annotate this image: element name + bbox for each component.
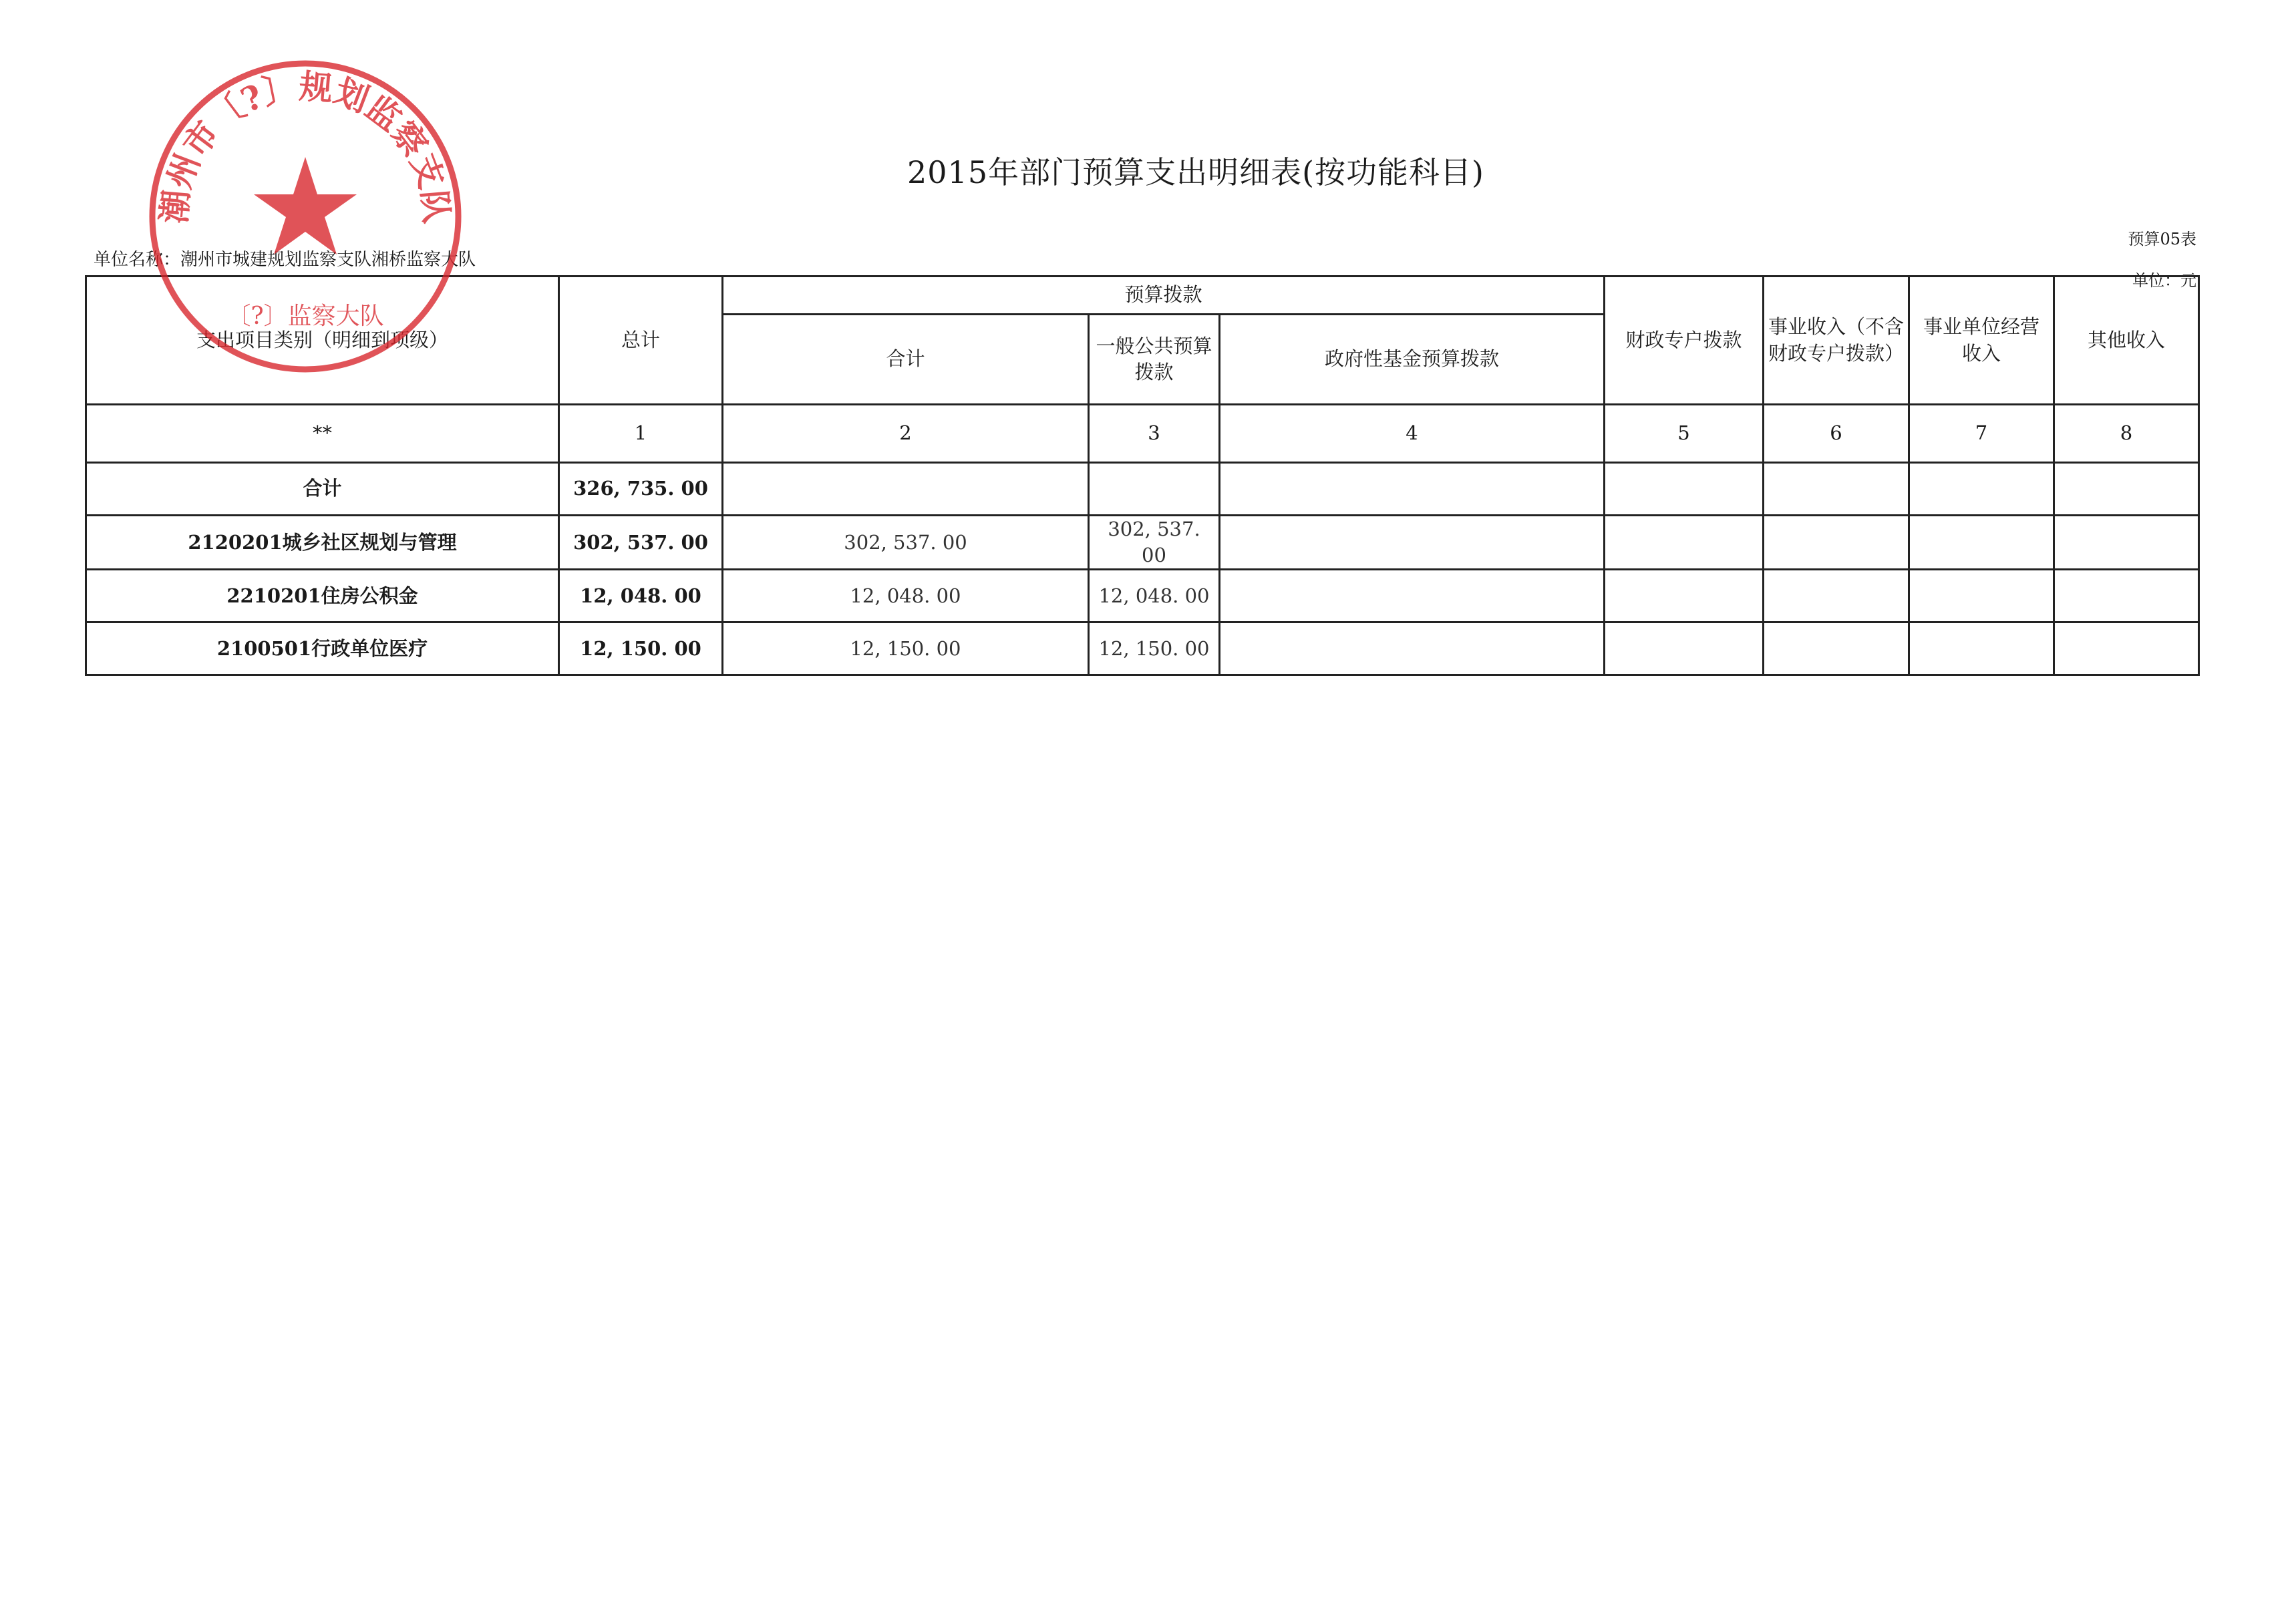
table-row [86, 570, 2199, 622]
table-row [86, 622, 2199, 675]
row-subtotal: 12, 048. 00 [723, 570, 1089, 622]
empty-cell [1089, 463, 1220, 516]
index-row [86, 405, 2199, 463]
empty-cell [1764, 516, 1909, 570]
empty-cell [1605, 463, 1764, 516]
row-total: 302, 537. 00 [559, 516, 723, 570]
index-cell: 4 [1220, 405, 1605, 463]
empty-cell [2054, 516, 2199, 570]
seal-sub-text: 〔?〕监察大队 [226, 303, 384, 330]
row-category: 2100501行政单位医疗 [86, 622, 559, 675]
empty-cell [1605, 516, 1764, 570]
official-seal [146, 57, 465, 376]
row-general-public: 12, 150. 00 [1089, 622, 1220, 675]
header-business-operation: 事业单位经营收入 [1909, 277, 2054, 405]
star-icon [254, 157, 357, 254]
index-cell: 2 [723, 405, 1089, 463]
form-number: 预算05表 [2128, 230, 2196, 248]
header-other-income: 其他收入 [2054, 277, 2199, 405]
empty-cell [1220, 570, 1605, 622]
empty-cell [1220, 622, 1605, 675]
index-cell: 6 [1764, 405, 1909, 463]
empty-cell [1909, 570, 2054, 622]
currency-unit-label: 单位：元 [2132, 271, 2196, 290]
total-row [86, 463, 2199, 516]
index-cell: 7 [1909, 405, 2054, 463]
row-subtotal: 302, 537. 00 [723, 516, 1089, 570]
empty-cell [1909, 463, 2054, 516]
row-general-public: 12, 048. 00 [1089, 570, 1220, 622]
index-cell: ** [86, 405, 559, 463]
empty-cell [1605, 622, 1764, 675]
row-category: 2210201住房公积金 [86, 570, 559, 622]
unit-name-label: 单位名称：潮州市城建规划监察支队湘桥监察大队 [94, 250, 476, 270]
table-row [86, 516, 2199, 570]
header-total: 总计 [559, 277, 723, 405]
empty-cell [1605, 570, 1764, 622]
index-cell: 1 [559, 405, 723, 463]
seal-text: 潮州市〔?〕规划监察支队 [154, 66, 457, 225]
empty-cell [1764, 622, 1909, 675]
document-title: 2015年部门预算支出明细表(按功能科目) [907, 154, 1484, 190]
row-total: 12, 048. 00 [559, 570, 723, 622]
header-general-public: 一般公共预算拨款 [1089, 315, 1220, 405]
row-subtotal: 12, 150. 00 [723, 622, 1089, 675]
empty-cell [723, 463, 1089, 516]
header-budget-group: 预算拨款 [723, 277, 1605, 315]
header-fiscal-special: 财政专户拨款 [1605, 277, 1764, 405]
empty-cell [2054, 622, 2199, 675]
total-row-total: 326, 735. 00 [559, 463, 723, 516]
row-category: 2120201城乡社区规划与管理 [86, 516, 559, 570]
header-business-income: 事业收入（不含财政专户拨款） [1764, 277, 1909, 405]
empty-cell [1909, 622, 2054, 675]
empty-cell [1220, 516, 1605, 570]
index-cell: 3 [1089, 405, 1220, 463]
index-cell: 8 [2054, 405, 2199, 463]
index-cell: 5 [1605, 405, 1764, 463]
row-general-public: 302, 537. 00 [1089, 516, 1220, 570]
empty-cell [1764, 570, 1909, 622]
row-total: 12, 150. 00 [559, 622, 723, 675]
empty-cell [2054, 463, 2199, 516]
header-gov-fund: 政府性基金预算拨款 [1220, 315, 1605, 405]
header-subtotal: 合计 [723, 315, 1089, 405]
empty-cell [1909, 516, 2054, 570]
empty-cell [1220, 463, 1605, 516]
header-category: 支出项目类别（明细到项级） [86, 277, 559, 405]
empty-cell [2054, 570, 2199, 622]
empty-cell [1764, 463, 1909, 516]
total-row-label: 合计 [86, 463, 559, 516]
